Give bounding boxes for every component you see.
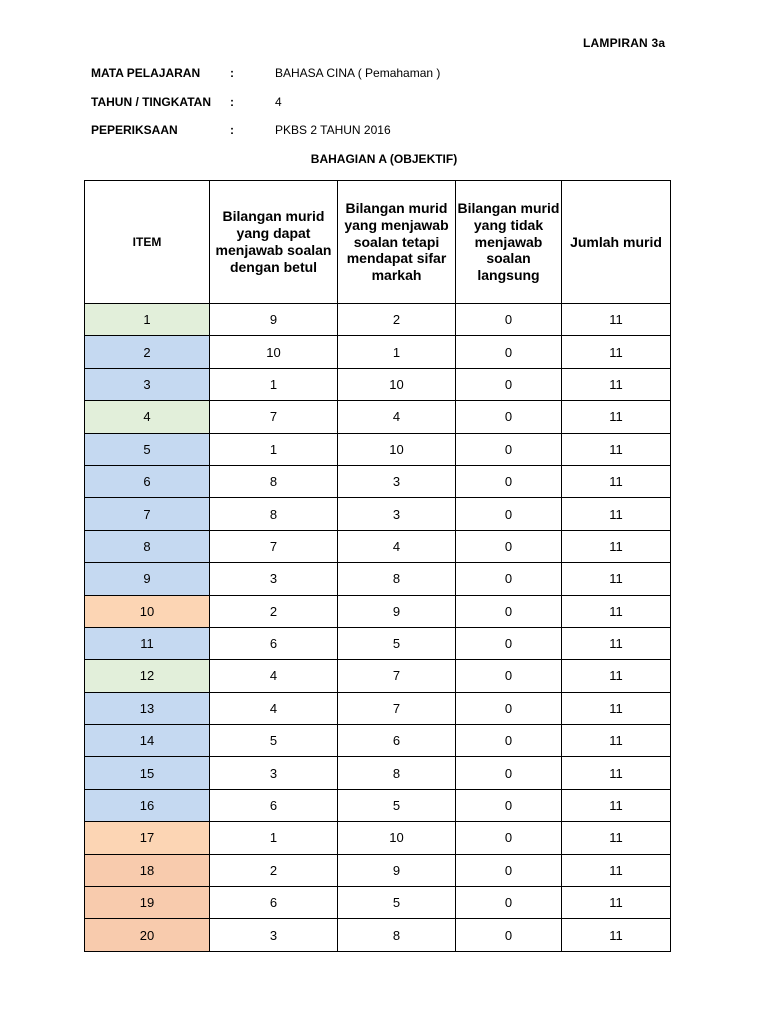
table-row [85,465,671,497]
year-value: 4 [275,95,282,109]
zero-marks-count-cell: 7 [338,660,456,692]
results-table [84,180,671,952]
item-cell: 5 [85,433,210,465]
subject-value: BAHASA CINA ( Pemahaman ) [275,66,441,80]
total-count-cell: 11 [562,822,671,854]
column-header-unanswered: Bilangan murid yang tidak menjawab soalan langsung [456,181,562,304]
unanswered-count-cell: 0 [456,498,562,530]
unanswered-count-cell: 0 [456,822,562,854]
zero-marks-count-cell: 1 [338,336,456,368]
total-count-cell: 11 [562,854,671,886]
table-row [85,725,671,757]
correct-count-cell: 1 [210,368,338,400]
unanswered-count-cell: 0 [456,595,562,627]
table-row [85,627,671,659]
unanswered-count-cell: 0 [456,789,562,821]
correct-count-cell: 2 [210,595,338,627]
item-cell: 6 [85,465,210,497]
exam-colon: : [230,123,234,137]
correct-count-cell: 8 [210,498,338,530]
zero-marks-count-cell: 8 [338,563,456,595]
zero-marks-count-cell: 10 [338,433,456,465]
table-row [85,595,671,627]
correct-count-cell: 10 [210,336,338,368]
unanswered-count-cell: 0 [456,368,562,400]
zero-marks-count-cell: 8 [338,919,456,951]
table-row [85,789,671,821]
unanswered-count-cell: 0 [456,465,562,497]
item-cell: 3 [85,368,210,400]
table-row [85,692,671,724]
zero-marks-count-cell: 5 [338,887,456,919]
unanswered-count-cell: 0 [456,854,562,886]
correct-count-cell: 4 [210,660,338,692]
correct-count-cell: 8 [210,465,338,497]
table-row [85,660,671,692]
total-count-cell: 11 [562,530,671,562]
zero-marks-count-cell: 9 [338,854,456,886]
unanswered-count-cell: 0 [456,336,562,368]
table-header-row [85,181,671,304]
subject-colon: : [230,66,234,80]
correct-count-cell: 5 [210,725,338,757]
item-cell: 10 [85,595,210,627]
zero-marks-count-cell: 8 [338,757,456,789]
zero-marks-count-cell: 9 [338,595,456,627]
item-cell: 8 [85,530,210,562]
zero-marks-count-cell: 4 [338,530,456,562]
item-cell: 13 [85,692,210,724]
unanswered-count-cell: 0 [456,304,562,336]
zero-marks-count-cell: 5 [338,627,456,659]
unanswered-count-cell: 0 [456,530,562,562]
item-cell: 2 [85,336,210,368]
table-row [85,563,671,595]
item-cell: 19 [85,887,210,919]
zero-marks-count-cell: 10 [338,368,456,400]
unanswered-count-cell: 0 [456,919,562,951]
total-count-cell: 11 [562,757,671,789]
unanswered-count-cell: 0 [456,887,562,919]
subject-label: MATA PELAJARAN [91,66,201,80]
table-row [85,757,671,789]
total-count-cell: 11 [562,627,671,659]
table-row [85,368,671,400]
item-cell: 15 [85,757,210,789]
table-row [85,530,671,562]
year-colon: : [230,95,234,109]
column-header-correct: Bilangan murid yang dapat menjawab soalan dengan betul [210,181,338,304]
correct-count-cell: 9 [210,304,338,336]
correct-count-cell: 1 [210,822,338,854]
item-cell: 11 [85,627,210,659]
unanswered-count-cell: 0 [456,692,562,724]
column-header-total: Jumlah murid [562,181,671,304]
total-count-cell: 11 [562,401,671,433]
correct-count-cell: 6 [210,789,338,821]
exam-label: PEPERIKSAAN [91,123,178,137]
table-row [85,887,671,919]
zero-marks-count-cell: 6 [338,725,456,757]
item-cell: 16 [85,789,210,821]
unanswered-count-cell: 0 [456,660,562,692]
unanswered-count-cell: 0 [456,401,562,433]
item-cell: 1 [85,304,210,336]
table-row [85,498,671,530]
appendix-label: LAMPIRAN 3a [583,36,666,50]
total-count-cell: 11 [562,887,671,919]
column-header-zero-marks: Bilangan murid yang menjawab soalan tetapi mendapat sifar markah [338,181,456,304]
table-row [85,919,671,951]
correct-count-cell: 6 [210,887,338,919]
total-count-cell: 11 [562,692,671,724]
year-label: TAHUN / TINGKATAN [91,95,211,109]
zero-marks-count-cell: 3 [338,465,456,497]
correct-count-cell: 2 [210,854,338,886]
item-cell: 17 [85,822,210,854]
zero-marks-count-cell: 5 [338,789,456,821]
correct-count-cell: 3 [210,757,338,789]
item-cell: 18 [85,854,210,886]
correct-count-cell: 3 [210,563,338,595]
total-count-cell: 11 [562,919,671,951]
total-count-cell: 11 [562,563,671,595]
correct-count-cell: 7 [210,401,338,433]
item-cell: 12 [85,660,210,692]
zero-marks-count-cell: 2 [338,304,456,336]
total-count-cell: 11 [562,789,671,821]
table-row [85,401,671,433]
column-header-item: ITEM [85,181,210,304]
correct-count-cell: 7 [210,530,338,562]
correct-count-cell: 3 [210,919,338,951]
unanswered-count-cell: 0 [456,627,562,659]
unanswered-count-cell: 0 [456,563,562,595]
total-count-cell: 11 [562,433,671,465]
total-count-cell: 11 [562,368,671,400]
total-count-cell: 11 [562,304,671,336]
unanswered-count-cell: 0 [456,433,562,465]
table-row [85,854,671,886]
correct-count-cell: 1 [210,433,338,465]
unanswered-count-cell: 0 [456,725,562,757]
total-count-cell: 11 [562,725,671,757]
item-cell: 20 [85,919,210,951]
item-cell: 14 [85,725,210,757]
zero-marks-count-cell: 10 [338,822,456,854]
exam-value: PKBS 2 TAHUN 2016 [275,123,391,137]
zero-marks-count-cell: 4 [338,401,456,433]
total-count-cell: 11 [562,595,671,627]
total-count-cell: 11 [562,498,671,530]
zero-marks-count-cell: 7 [338,692,456,724]
unanswered-count-cell: 0 [456,757,562,789]
table-row [85,822,671,854]
total-count-cell: 11 [562,336,671,368]
section-title: BAHAGIAN A (OBJEKTIF) [310,152,458,166]
table-row [85,336,671,368]
total-count-cell: 11 [562,660,671,692]
item-cell: 7 [85,498,210,530]
correct-count-cell: 6 [210,627,338,659]
zero-marks-count-cell: 3 [338,498,456,530]
item-cell: 9 [85,563,210,595]
correct-count-cell: 4 [210,692,338,724]
table-row [85,433,671,465]
total-count-cell: 11 [562,465,671,497]
item-cell: 4 [85,401,210,433]
table-row [85,304,671,336]
